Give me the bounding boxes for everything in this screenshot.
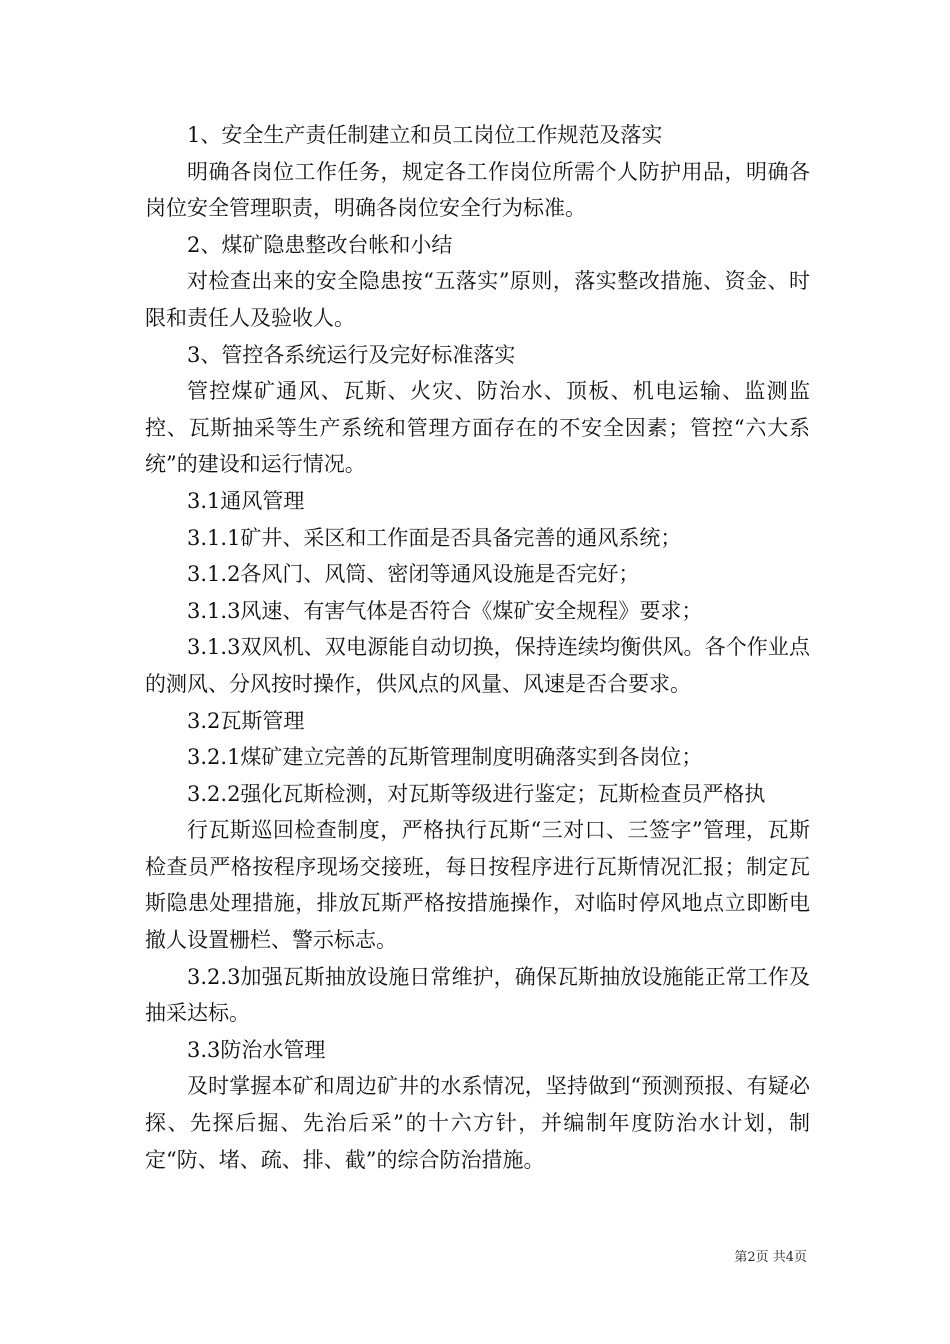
heading-hazard-rectification: 2、煤矿隐患整改台帐和小结 xyxy=(187,232,453,257)
item-dual-fans: 3.1.3双风机、双电源能自动切换，保持连续均衡供风。各个作业点的测风、分风按时操作，供风点的风量、风速是否合要求。 xyxy=(145,635,810,696)
paragraph-post-duties: 明确各岗位工作任务，规定各工作岗位所需个人防护用品，明确各岗位安全管理职责，明确各岗位安全行为标准。 xyxy=(145,159,810,221)
heading-gas-management: 3.2瓦斯管理 xyxy=(187,708,305,733)
item-gas-drainage: 3.2.3加强瓦斯抽放设施日常维护，确保瓦斯抽放设施能正常工作及抽采达标。 xyxy=(145,964,810,1026)
heading-water-prevention: 3.3防治水管理 xyxy=(187,1037,326,1062)
item-gas-system: 3.2.1煤矿建立完善的瓦斯管理制度明确落实到各岗位； xyxy=(187,745,703,770)
item-wind-speed: 3.1.3风速、有害气体是否符合《煤矿安全规程》要求； xyxy=(187,598,703,623)
heading-responsibility-system: 1、安全生产责任制建立和员工岗位工作规范及落实 xyxy=(187,123,663,147)
paragraph-five-implementations: 对检查出来的安全隐患按“五落实”原则，落实整改措施、资金、时限和责任人及验收人。 xyxy=(145,269,810,330)
document-body xyxy=(145,117,810,1178)
item-ventilation-facilities: 3.1.2各风门、风筒、密闭等通风设施是否完好； xyxy=(187,562,640,587)
page-number-footer: 第2页 共4页 xyxy=(734,1250,807,1265)
heading-system-control: 3、管控各系统运行及完好标准落实 xyxy=(187,342,516,367)
item-gas-detection: 3.2.2强化瓦斯检测，对瓦斯等级进行鉴定；瓦斯检查员严格执 xyxy=(187,781,766,806)
item-ventilation-system: 3.1.1矿井、采区和工作面是否具备完善的通风系统； xyxy=(187,525,682,550)
paragraph-gas-inspection: 行瓦斯巡回检查制度，严格执行瓦斯“三对口、三签字”管理，瓦斯检查员严格按程序现场交接班，每日按程序进行瓦斯情况汇报；制定瓦斯隐患处理措施，排放瓦斯严格按措施操作，对临时停风地点立即断电撤人设置栅栏、警示标志。 xyxy=(145,818,810,953)
paragraph-water-prevention: 及时掌握本矿和周边矿井的水系情况，坚持做到“预测预报、有疑必探、先探后掘、先治后采”的十六方针，并编制年度防治水计划，制定“防、堵、疏、排、截”的综合防治措施。 xyxy=(145,1074,810,1172)
heading-ventilation: 3.1通风管理 xyxy=(187,488,305,513)
paragraph-system-control: 管控煤矿通风、瓦斯、火灾、防治水、顶板、机电运输、监测监控、瓦斯抽采等生产系统和管理方面存在的不安全因素；管控“六大系统”的建设和运行情况。 xyxy=(145,379,810,477)
